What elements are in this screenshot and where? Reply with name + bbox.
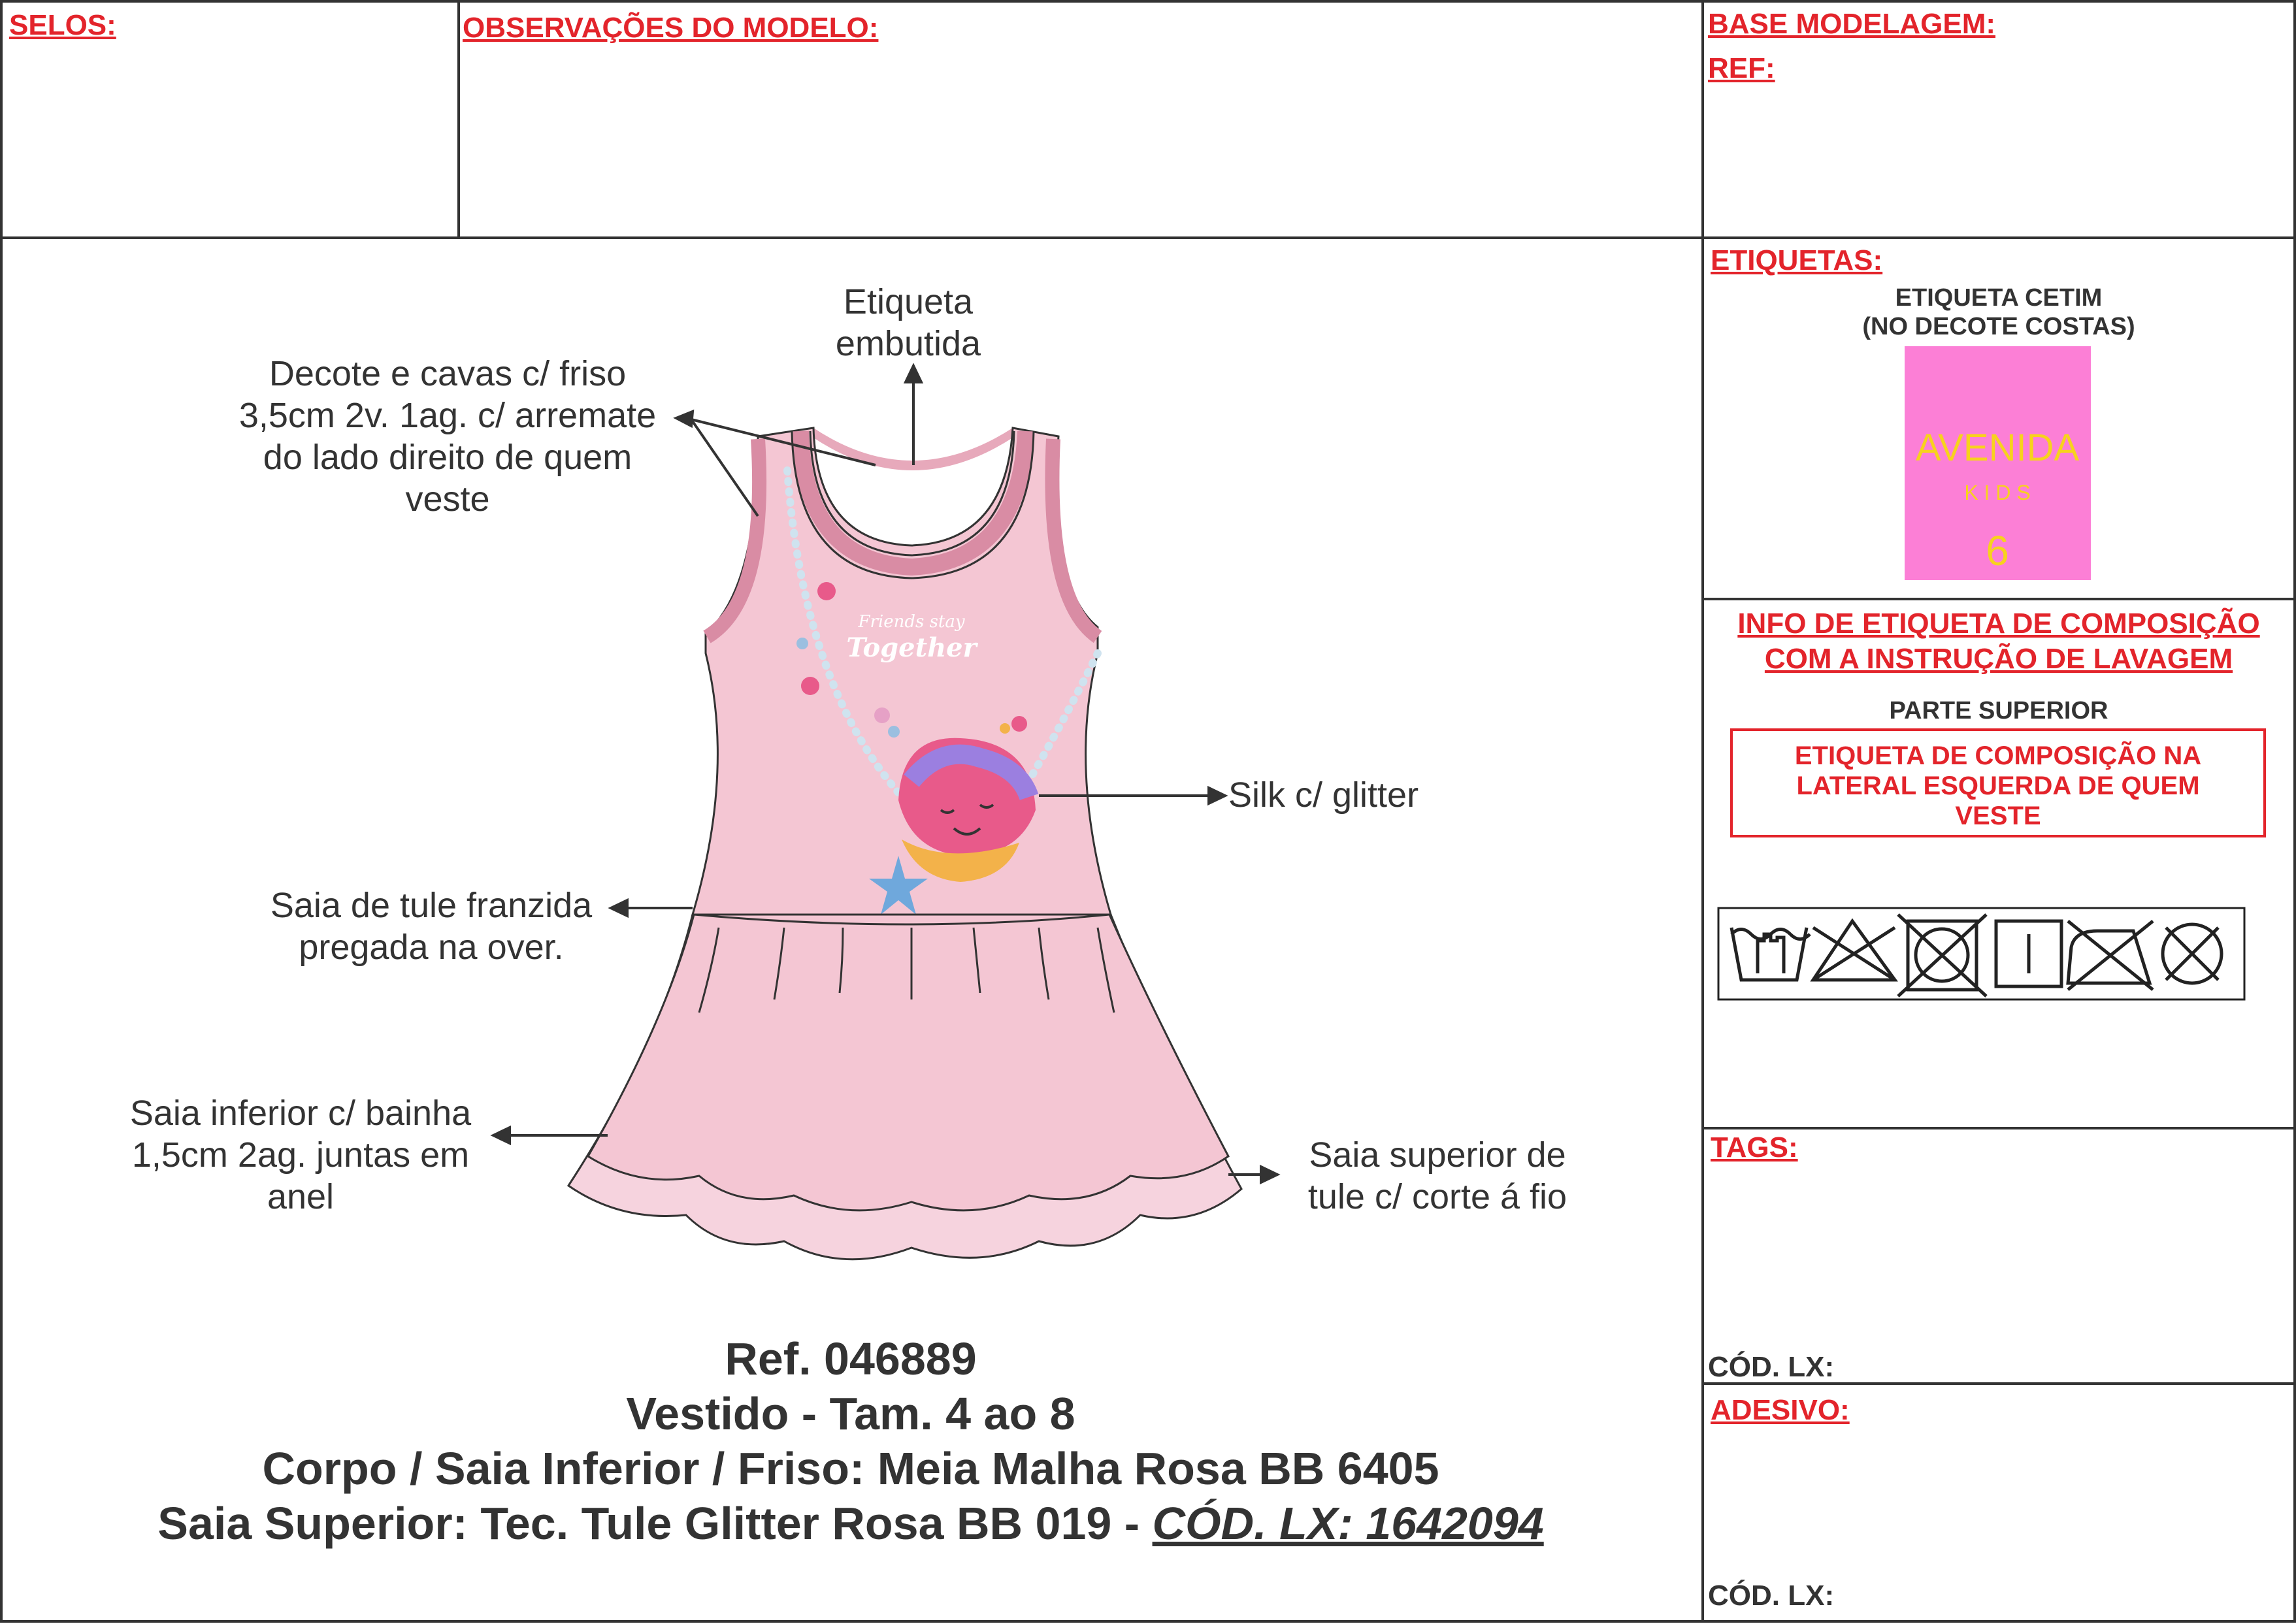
callout-saia-tule-line2: pregada na over. [299, 928, 564, 967]
adesivo-cod-lx: CÓD. LX: [1708, 1580, 1835, 1612]
dress-illustration [568, 428, 1241, 1259]
callout-etiqueta-line1: Etiqueta [843, 282, 974, 321]
care-symbols [1718, 908, 2244, 999]
composicao-line1: ETIQUETA DE COMPOSIÇÃO NA [1794, 741, 2202, 770]
callout-saia-inferior-line2: 1,5cm 2ag. juntas em [131, 1135, 470, 1175]
info-composicao-line2: COM A INSTRUÇÃO DE LAVAGEM [1764, 643, 2233, 675]
line-dry-icon [1996, 921, 2061, 986]
composicao-box-text [1731, 741, 2265, 831]
no-tumble-dry-icon [1898, 915, 1986, 996]
product-ref: Ref. 046889 [725, 1333, 977, 1384]
callout-saia-inferior-line1: Saia inferior c/ bainha [129, 1094, 472, 1133]
product-fabric-body: Corpo / Saia Inferior / Friso: Meia Malha Rosa BB 6405 [262, 1443, 1439, 1494]
info-composicao-header [1703, 606, 2295, 677]
hand-wash-icon [1731, 928, 1810, 980]
callout-decote [216, 353, 680, 520]
label-brand: AVENIDA [1915, 427, 2080, 469]
print-line1: Friends stay [858, 612, 965, 632]
callout-etiqueta-embutida [810, 281, 1006, 365]
product-name: Vestido - Tam. 4 ao 8 [626, 1388, 1075, 1439]
callout-saia-superior [1281, 1134, 1594, 1218]
composicao-line2: LATERAL ESQUERDA DE QUEM [1796, 771, 2200, 800]
callout-silk: Silk c/ glitter [1228, 775, 1419, 815]
callout-saia-superior-line2: tule c/ corte á fio [1307, 1177, 1567, 1216]
no-iron-icon [2068, 921, 2153, 990]
tags-cod-lx: CÓD. LX: [1708, 1351, 1835, 1383]
callout-saia-superior-line1: Saia superior de [1309, 1135, 1566, 1175]
etiqueta-cetim-caption [1703, 284, 2295, 341]
etiqueta-cetim-line1: ETIQUETA CETIM [1895, 284, 2103, 312]
base-modelagem-header: BASE MODELAGEM: [1708, 8, 1995, 40]
tags-header: TAGS: [1711, 1131, 1798, 1163]
composicao-line3: VESTE [1955, 802, 2041, 830]
callout-saia-tule [248, 885, 614, 968]
observacoes-header: OBSERVAÇÕES DO MODELO: [463, 12, 879, 44]
callout-decote-line1: Decote e cavas c/ friso [269, 354, 627, 393]
label-size: 6 [1986, 527, 2009, 574]
print-line2: Together [846, 632, 977, 663]
callout-saia-inferior-line3: anel [267, 1177, 335, 1216]
product-fabric-skirt [0, 1496, 1701, 1551]
callout-saia-inferior [105, 1092, 497, 1218]
ref-header: REF: [1708, 52, 1775, 84]
callout-decote-line3: do lado direito de quem [263, 438, 632, 477]
callout-saia-tule-line1: Saia de tule franzida [270, 886, 593, 925]
callout-etiqueta-line2: embutida [835, 324, 981, 363]
etiqueta-cetim-line2: (NO DECOTE COSTAS) [1862, 313, 2135, 340]
no-bleach-icon [1813, 921, 1895, 980]
product-fabric-code: CÓD. LX: 1642094 [1152, 1498, 1544, 1549]
callout-decote-line2: 3,5cm 2v. 1ag. c/ arremate [238, 396, 657, 435]
callout-decote-line4: veste [405, 479, 490, 519]
etiquetas-header: ETIQUETAS: [1711, 244, 1883, 276]
satin-label [1905, 346, 2091, 580]
info-composicao-line1: INFO DE ETIQUETA DE COMPOSIÇÃO [1737, 608, 2260, 640]
skirt-upper-tulle [588, 915, 1228, 1210]
no-dry-clean-icon [2163, 924, 2222, 983]
parte-superior-label: PARTE SUPERIOR [1889, 697, 2108, 724]
selos-header: SELOS: [9, 9, 116, 41]
product-fabric-skirt-text: Saia Superior: Tec. Tule Glitter Rosa BB 019 - [157, 1498, 1153, 1549]
label-sub: K I D S [1964, 481, 2031, 504]
adesivo-header: ADESIVO: [1711, 1394, 1850, 1426]
